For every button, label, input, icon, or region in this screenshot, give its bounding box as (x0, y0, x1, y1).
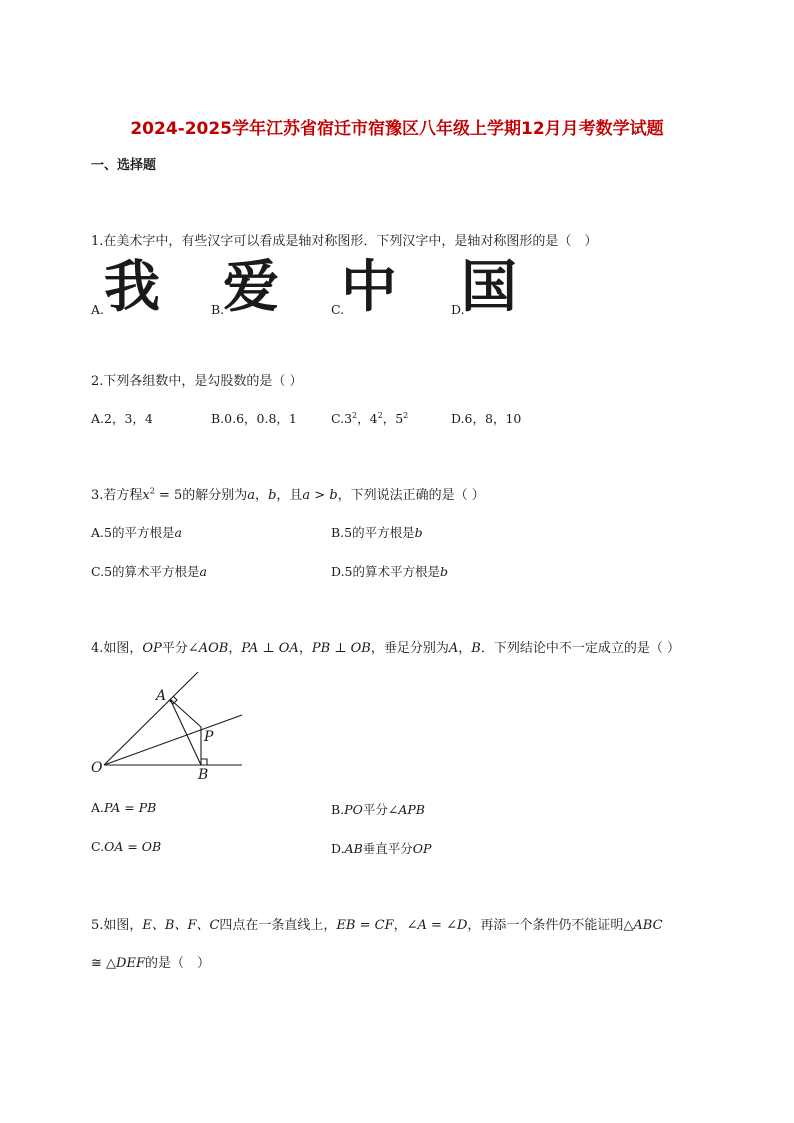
q3-and: ，且 (276, 488, 303, 503)
q4-d-mid: 垂直平分 (362, 841, 413, 856)
q3-option-d (331, 562, 448, 580)
q1-option-a-label: A. (91, 302, 105, 317)
q2-c-sep-2: ，5 (382, 411, 404, 426)
ray-oa (104, 672, 198, 765)
q5-pts: E、B、F、C (142, 918, 220, 933)
question-1-text: 1.在美术字中，有些汉字可以看成是轴对称图形．下列汉字中，是轴对称图形的是（ ） (91, 234, 598, 249)
q4-p6: ， (458, 641, 472, 656)
q5-eq1: EB = CF (336, 918, 394, 933)
q4-a: A (448, 641, 459, 656)
q1-option-d-label: D. (451, 302, 465, 317)
q4-c-pre: C. (91, 839, 105, 854)
q4-b-var: PO (344, 802, 363, 817)
q5-p2: 四点在一条直线上， (219, 918, 337, 933)
q4-option-b (331, 800, 425, 818)
q2-option-b: B.0.6，0.8，1 (211, 411, 297, 426)
q4-pb-ob: PB ⊥ OB (311, 641, 371, 656)
q2-c-exp-3: 2 (403, 410, 409, 420)
q5-p1: 5.如图， (91, 918, 143, 933)
q4-p4: ， (298, 641, 312, 656)
q4-p5: ，垂足分别为 (370, 641, 449, 656)
q4-a-pre: A. (91, 800, 105, 815)
q4-op: OP (142, 641, 162, 656)
q4-p1: 4.如图， (91, 641, 143, 656)
right-angle-mark-b (201, 759, 207, 765)
q4-p2: 平分 (161, 641, 188, 656)
q4-option-c (91, 839, 161, 854)
section-heading: 一、选择题 (91, 158, 157, 173)
q4-p7: ．下列结论中不一定成立的是（ ） (480, 641, 680, 656)
q1-option-b-label: B. (211, 302, 225, 317)
label-o: O (91, 760, 103, 776)
ray-op (104, 715, 242, 765)
q2-c-exp-2: 2 (377, 410, 383, 420)
q3-c-var: a (199, 564, 207, 579)
q4-p3: ， (228, 641, 242, 656)
question-5-text-line-2 (91, 952, 210, 971)
q3-b-text: B.5的平方根是 (331, 525, 415, 540)
q3-d-text: D.5的算术平方根是 (331, 564, 441, 579)
q5-tri1: △ABC (623, 918, 663, 933)
label-p: P (204, 729, 214, 745)
segment-ap (170, 699, 201, 727)
q3-a-var: a (174, 525, 182, 540)
question-3-text (91, 484, 485, 503)
q3-option-a (91, 523, 182, 541)
q5-p4: ，再添一个条件仍不能证明 (467, 918, 624, 933)
q5-eq2: ∠A = ∠D (406, 918, 468, 933)
q4-c-text: OA = OB (104, 839, 162, 854)
q1-option-a-char: 我 (104, 255, 160, 320)
q5-congruent: ≅ (91, 956, 107, 971)
q3-var-b: b (268, 488, 277, 503)
q3-comma: ， (255, 488, 269, 503)
q3-eq: = 5的解分别为 (154, 488, 248, 503)
q2-c-exp-1: 2 (352, 410, 358, 420)
q1-option-d-char: 国 (461, 255, 517, 320)
label-b: B (198, 767, 209, 783)
q3-prefix: 3.若方程 (91, 488, 143, 503)
q3-option-c (91, 562, 207, 580)
q3-var-a: a (247, 488, 256, 503)
q4-d-pre: D. (331, 841, 345, 856)
q4-b-mid: 平分 (362, 802, 388, 817)
question-2-text: 2.下列各组数中，是勾股数的是（ ） (91, 374, 303, 389)
q3-d-var: b (440, 564, 449, 579)
q4-d-var2: OP (412, 841, 432, 856)
q4-d-var: AB (344, 841, 363, 856)
q4-b: B (471, 641, 481, 656)
q2-option-c (331, 409, 408, 427)
q2-option-a: A.2，3，4 (91, 411, 153, 426)
q2-c-sep-1: ，4 (357, 411, 378, 426)
q3-b-var: b (414, 525, 423, 540)
q3-suffix: ，下列说法正确的是（ ） (337, 488, 485, 503)
page-title: 2024-2025学年江苏省宿迁市宿豫区八年级上学期12月月考数学试题 (130, 119, 664, 139)
q1-option-c-label: C. (331, 302, 345, 317)
q4-option-d (331, 839, 431, 857)
label-a: A (156, 688, 167, 704)
question-4-text (91, 637, 680, 656)
q4-a-text: PA = PB (104, 800, 157, 815)
q4-pa-oa: PA ⊥ OA (241, 641, 299, 656)
q3-var-x: x (142, 488, 150, 503)
q3-option-b (331, 523, 423, 541)
q4-geometry-figure (88, 668, 248, 783)
q1-option-c-char: 中 (341, 255, 397, 320)
q2-option-d: D.6，8，10 (451, 411, 522, 426)
q4-aob: ∠AOB (187, 641, 229, 656)
q2-c-prefix: C.3 (331, 411, 353, 426)
q4-b-angle: ∠APB (387, 802, 425, 817)
q3-c-text: C.5的算术平方根是 (91, 564, 200, 579)
q3-gt: a > b (302, 488, 338, 503)
question-5-text (91, 914, 663, 933)
q3-a-text: A.5的平方根是 (91, 525, 175, 540)
q3-exp: 2 (149, 486, 155, 496)
q1-option-b-char: 爱 (223, 255, 279, 320)
q5-tri2: △DEF (106, 956, 145, 971)
q4-b-pre: B. (331, 802, 345, 817)
q5-p5: 的是（ ） (144, 956, 210, 971)
q4-option-a (91, 800, 156, 815)
q5-p3: ， (393, 918, 407, 933)
